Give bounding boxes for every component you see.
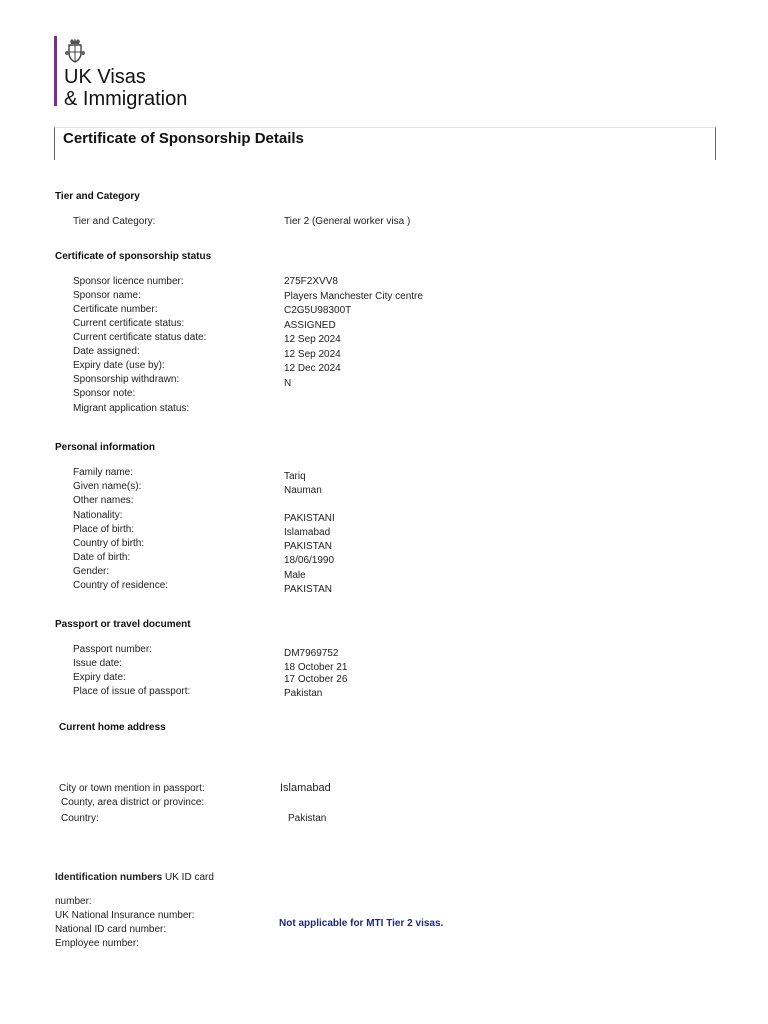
section-heading-personal: Personal information [55,442,156,453]
field-label: Country: [61,813,99,824]
field-value: 12 Sep 2024 [284,334,341,345]
field-label: Sponsorship withdrawn: [73,374,180,385]
field-value: Pakistan [284,688,323,699]
royal-crest-icon [64,38,86,64]
identification-heading-bold: Identification numbers [55,872,163,883]
field-value: 18 October 21 [284,662,348,673]
section-heading-identification [55,872,214,884]
field-label: Expiry date: [73,672,126,683]
field-value: 17 October 26 [284,674,348,685]
section-heading-status: Certificate of sponsorship status [55,251,212,262]
field-value: PAKISTAN [284,541,332,552]
field-label: Place of issue of passport: [73,686,191,697]
field-label: Date of birth: [73,552,131,563]
field-value: Islamabad [284,527,331,538]
field-label: Given name(s): [73,481,142,492]
field-value: Male [284,570,306,581]
field-label: Gender: [73,566,110,577]
field-label: Date assigned: [73,346,140,357]
field-label: National ID card number: [55,924,167,935]
field-label: Certificate number: [73,304,158,315]
field-label: Passport number: [73,644,152,655]
section-heading-passport: Passport or travel document [55,619,191,630]
field-label: City or town mention in passport: [59,783,205,794]
field-label: Employee number: [55,938,139,949]
field-value: 275F2XVV8 [284,276,338,287]
field-label: Issue date: [73,658,122,669]
field-value: PAKISTANI [284,513,335,524]
field-label: Nationality: [73,510,123,521]
field-label: UK National Insurance number: [55,910,195,921]
field-label: Sponsor name: [73,290,141,301]
field-value: PAKISTAN [284,584,332,595]
field-label: number: [55,896,92,907]
field-label: Place of birth: [73,524,135,535]
field-value: C2G5U98300T [284,305,352,316]
field-label: Migrant application status: [73,403,190,414]
field-label: Family name: [73,467,134,478]
field-label: Current certificate status: [73,318,185,329]
field-value: Islamabad [280,782,331,794]
tier-value: Tier 2 (General worker visa ) [284,216,411,227]
field-value: Players Manchester City centre [284,291,423,302]
identification-heading-tail: UK ID card [165,872,214,883]
field-value: ASSIGNED [284,320,336,331]
field-label: Country of birth: [73,538,145,549]
page-title: Certificate of Sponsorship Details [63,130,304,147]
field-value: DM7969752 [284,648,339,659]
brand-line-1: UK Visas [64,66,146,88]
field-value: Tariq [284,471,306,482]
field-label: Sponsor note: [73,388,136,399]
field-value: N [284,378,292,389]
field-label: Expiry date (use by): [73,360,165,371]
brand-accent-bar [54,36,57,106]
section-heading-tier: Tier and Category [55,191,140,202]
field-label: Current certificate status date: [73,332,207,343]
field-value: 12 Sep 2024 [284,349,341,360]
field-value: Pakistan [288,813,327,824]
field-label: County, area district or province: [61,797,205,808]
tier-label: Tier and Category: [73,216,156,227]
brand-line-2: & Immigration [64,88,188,110]
field-label: Sponsor licence number: [73,276,184,287]
field-label: Other names: [73,495,134,506]
field-label: Country of residence: [73,580,169,591]
not-applicable-note: Not applicable for MTI Tier 2 visas. [279,918,444,929]
field-value: Nauman [284,485,322,496]
field-value: 18/06/1990 [284,555,335,566]
section-heading-address: Current home address [59,722,166,733]
field-value: 12 Dec 2024 [284,363,341,374]
